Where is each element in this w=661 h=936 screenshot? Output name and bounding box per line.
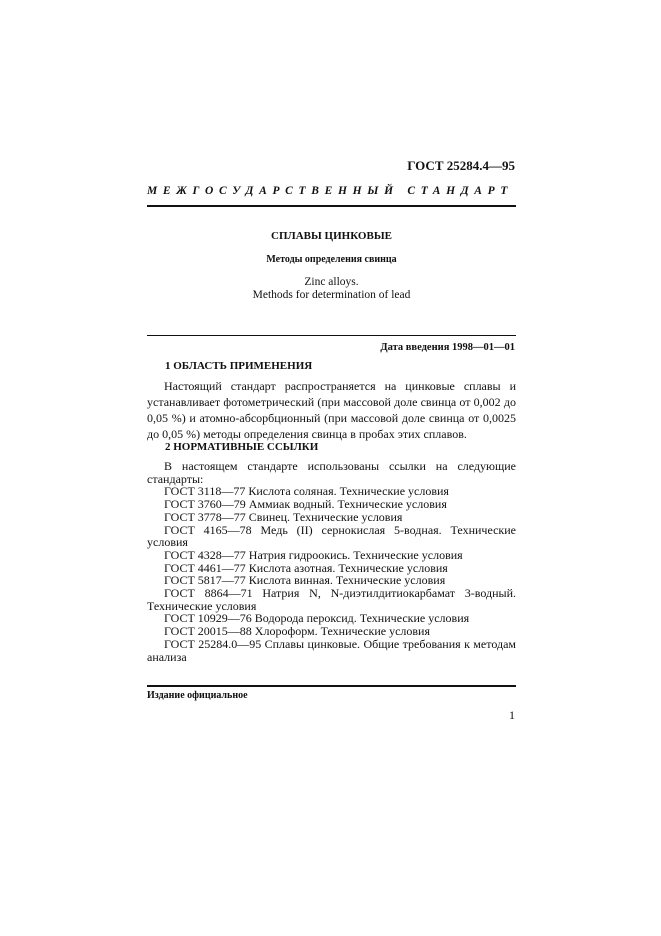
official-edition-label: Издание официальное [147,690,248,701]
document-code: ГОСТ 25284.4—95 [407,158,515,173]
header-rule [147,205,516,207]
introduction-date: Дата введения 1998—01—01 [380,342,515,353]
section-2-heading: 2 НОРМАТИВНЫЕ ССЫЛКИ [165,441,319,453]
normative-references [147,460,516,663]
reference-item: ГОСТ 8864—71 Натрия N, N-диэтилдитиокарбамат 3-водный. Технические условия [147,586,516,613]
document-subtitle: Методы определения свинца [266,254,397,265]
english-title-line-1: Zinc alloys. [304,276,359,288]
reference-item: ГОСТ 25284.0—95 Сплавы цинковые. Общие требования к методам анализа [147,636,516,664]
reference-item: ГОСТ 20015—88 Хлороформ. Технические условия [164,624,430,639]
document-title: СПЛАВЫ ЦИНКОВЫЕ [271,230,392,242]
page-number: 1 [509,708,515,722]
section-1-text: Настоящий стандарт распространяется на цинковые сплавы и устанавливает фотометрический (при массовой доле свинца от 0,002 до 0,05 %) и атомно-абсорбционный (при массовой доле свинца от 0,0025 до 0,05 %) методы определения свинца в пробах этих сплавов. [147,379,516,441]
section-1-heading: 1 ОБЛАСТЬ ПРИМЕНЕНИЯ [165,360,313,372]
reference-item: ГОСТ 3760—79 Аммиак водный. Технические условия [164,497,447,512]
reference-item: ГОСТ 4461—77 Кислота азотная. Технические условия [164,560,448,575]
reference-item: ГОСТ 3778—77 Свинец. Технические условия [164,509,403,524]
reference-item: ГОСТ 5817—77 Кислота винная. Технические условия [164,573,446,588]
footer-rule [147,685,516,687]
reference-item: ГОСТ 4328—77 Натрия гидроокись. Технические условия [164,547,463,562]
references-intro: В настоящем стандарте использованы ссылки на следующие стандарты: [147,459,516,486]
reference-item: ГОСТ 3118—77 Кислота соляная. Технические условия [164,484,449,499]
english-title [147,276,516,302]
reference-item: ГОСТ 4165—78 Медь (II) сернокислая 5-водная. Технические условия [147,522,516,550]
reference-item: ГОСТ 10929—76 Водорода пероксид. Технические условия [164,611,470,626]
title-rule [147,335,516,336]
english-title-line-2: Methods for determination of lead [252,289,411,301]
interstate-standard-heading: МЕЖГОСУДАРСТВЕННЫЙ СТАНДАРТ [147,185,514,197]
